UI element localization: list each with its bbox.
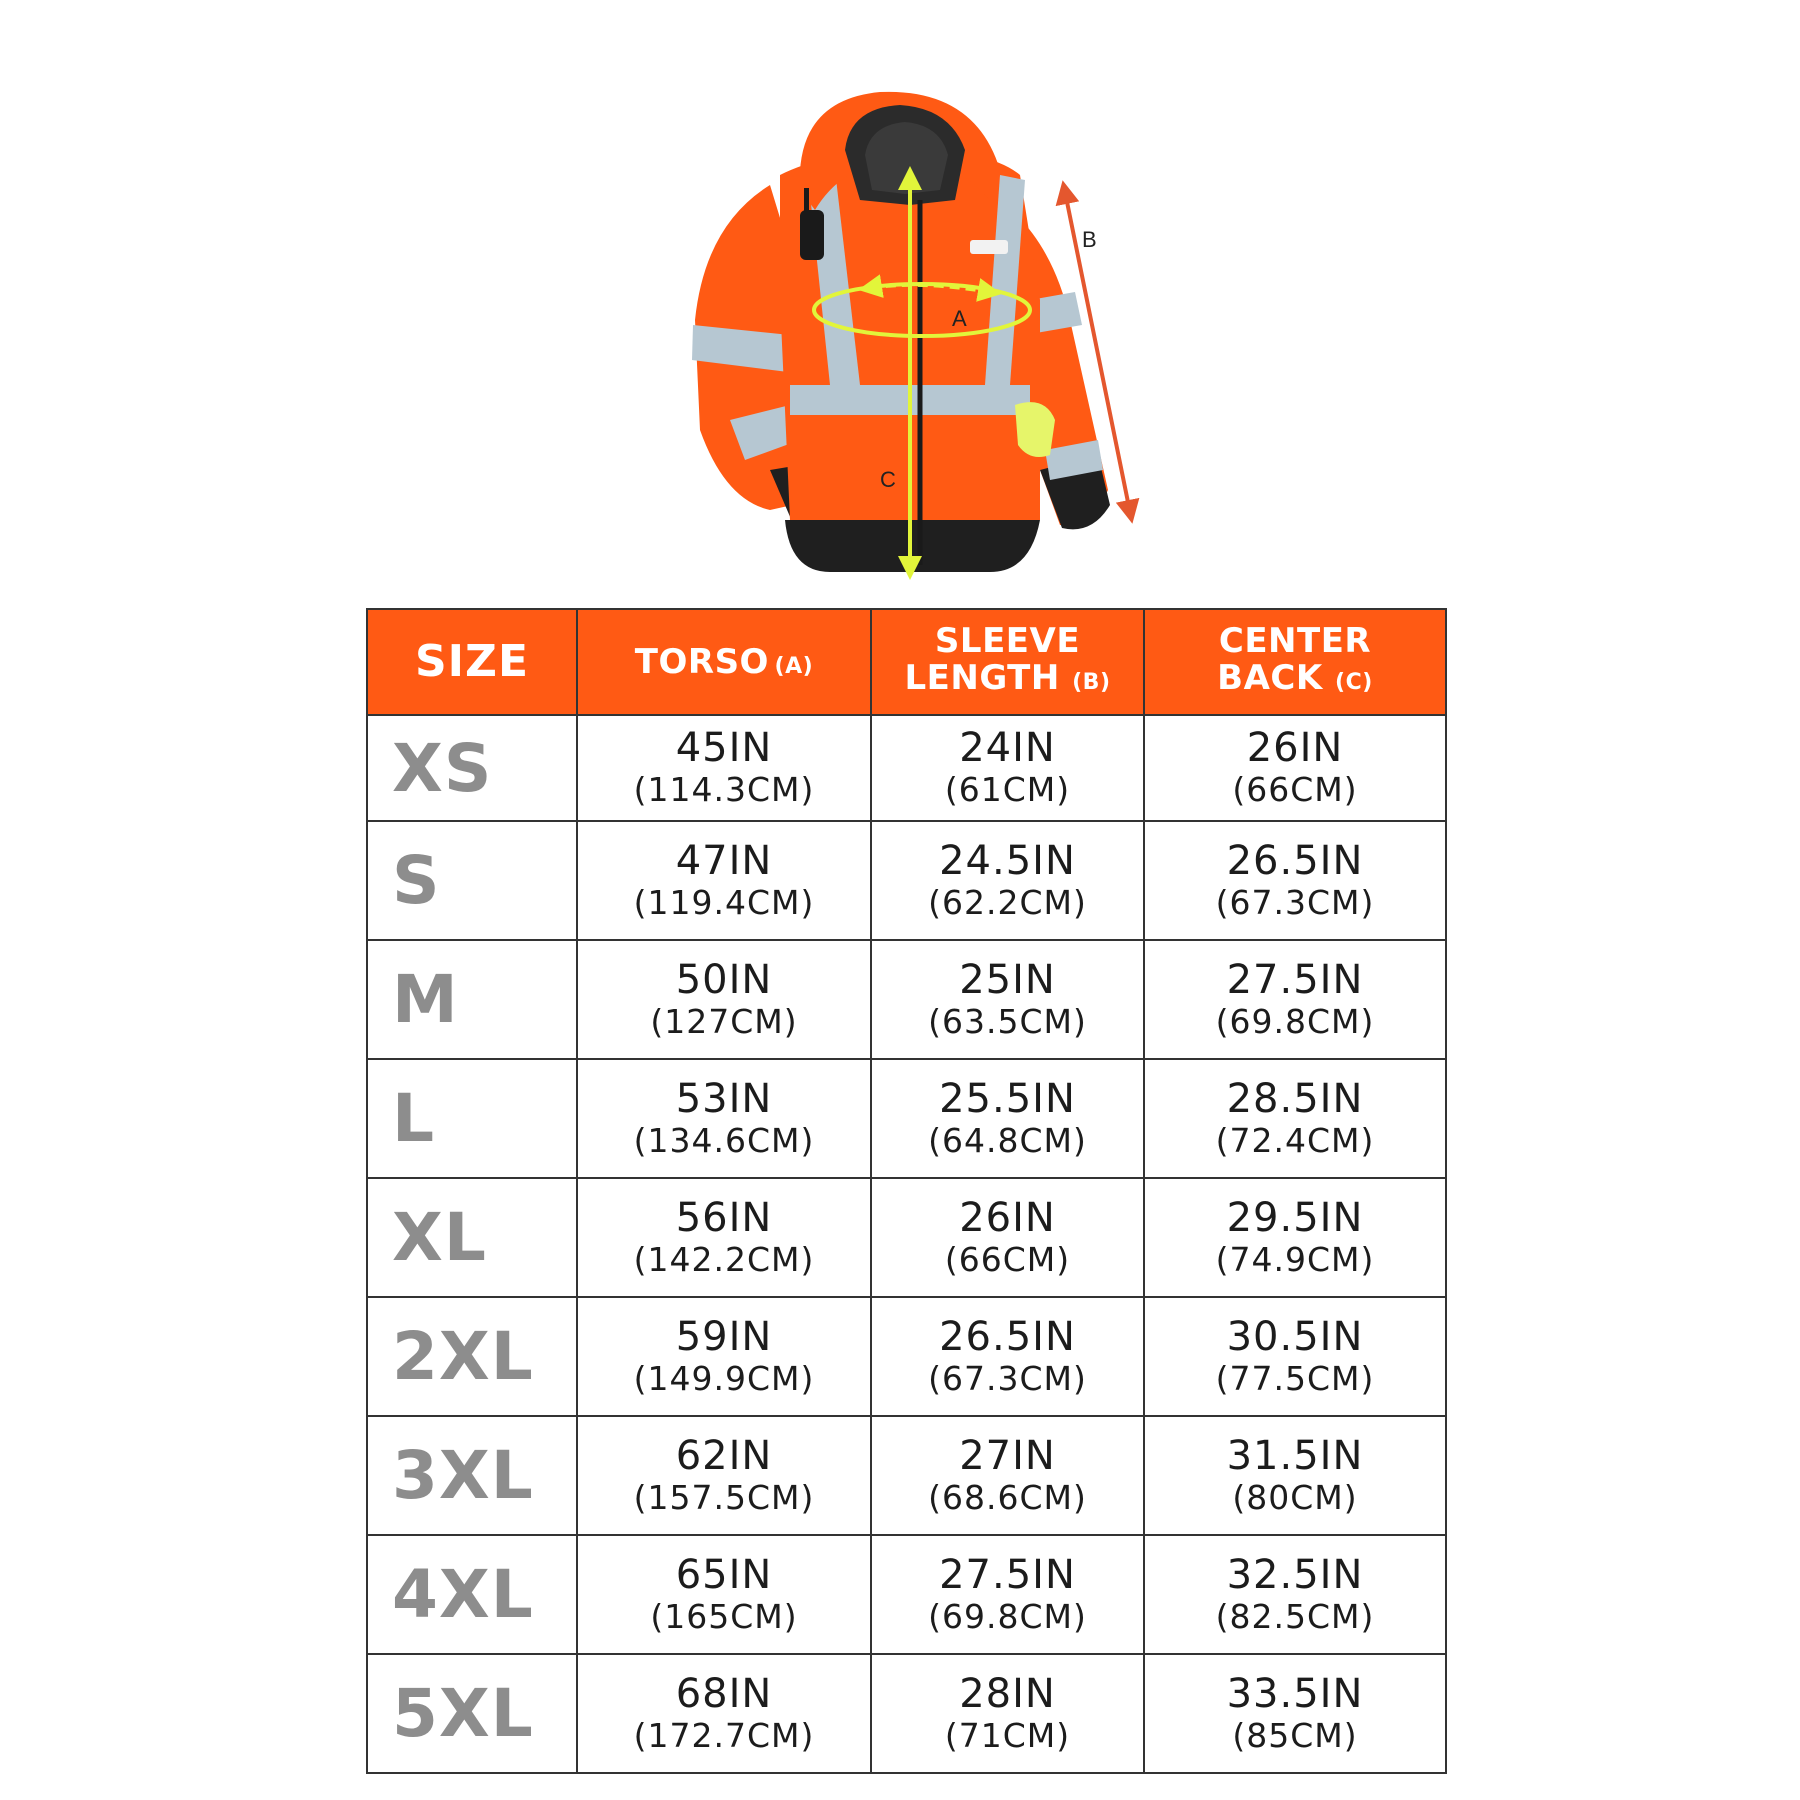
- center-back-inches: 26IN: [1246, 725, 1344, 771]
- size-label: 4XL: [367, 1535, 577, 1654]
- torso-centimeters: (157.5CM): [633, 1477, 815, 1517]
- center-back-cell: [1144, 1654, 1446, 1773]
- torso-inches: 47IN: [675, 837, 773, 884]
- sleeve-length-inches: 27IN: [959, 1432, 1056, 1479]
- size-label: L: [367, 1059, 577, 1178]
- center-back-inches: 28.5IN: [1226, 1075, 1364, 1122]
- torso-cell: [577, 821, 871, 940]
- torso-centimeters: (165CM): [650, 1596, 798, 1636]
- header-back-line2: BACK: [1217, 658, 1323, 698]
- sleeve-length-inches: 27.5IN: [939, 1551, 1076, 1598]
- header-torso: [577, 609, 871, 715]
- center-back-centimeters: (69.8CM): [1215, 1001, 1375, 1041]
- sleeve-length-centimeters: (67.3CM): [928, 1358, 1087, 1398]
- torso-cell: [577, 1297, 871, 1416]
- header-size-label: SIZE: [414, 636, 530, 687]
- sleeve-length-inches: 28IN: [959, 1670, 1056, 1717]
- torso-centimeters: (149.9CM): [633, 1358, 815, 1398]
- label-c: C: [880, 467, 896, 492]
- size-label: 2XL: [367, 1297, 577, 1416]
- jacket-illustration: [692, 92, 1110, 572]
- header-sleeve-tag: (B): [1072, 670, 1111, 695]
- torso-cell: [577, 1535, 871, 1654]
- sleeve-length-cell: [871, 1059, 1144, 1178]
- center-back-cell: [1144, 715, 1446, 821]
- torso-inches: 45IN: [675, 725, 773, 771]
- sleeve-length-centimeters: (68.6CM): [928, 1477, 1087, 1517]
- sleeve-length-cell: [871, 821, 1144, 940]
- torso-cell: [577, 1416, 871, 1535]
- sleeve-length-centimeters: (61CM): [944, 770, 1071, 809]
- table-row: [367, 940, 1446, 1059]
- table-row: [367, 821, 1446, 940]
- sleeve-length-inches: 26IN: [959, 1194, 1056, 1241]
- torso-cell: [577, 1059, 871, 1178]
- center-back-inches: 33.5IN: [1226, 1670, 1364, 1717]
- center-back-centimeters: (85CM): [1232, 1715, 1358, 1755]
- center-back-cell: [1144, 1178, 1446, 1297]
- center-back-centimeters: (66CM): [1232, 770, 1358, 809]
- center-back-centimeters: (82.5CM): [1215, 1596, 1375, 1636]
- torso-inches: 50IN: [675, 956, 773, 1003]
- radio-icon: [800, 210, 824, 260]
- size-label: 3XL: [367, 1416, 577, 1535]
- header-sleeve-line2: LENGTH: [904, 658, 1060, 698]
- torso-cell: [577, 715, 871, 821]
- torso-inches: 62IN: [675, 1432, 773, 1479]
- sleeve-length-centimeters: (71CM): [944, 1715, 1071, 1755]
- torso-centimeters: (127CM): [650, 1001, 798, 1041]
- label-b: B: [1082, 227, 1097, 252]
- sleeve-length-inches: 25.5IN: [939, 1075, 1076, 1122]
- center-back-cell: [1144, 1059, 1446, 1178]
- center-back-centimeters: (77.5CM): [1215, 1358, 1375, 1398]
- sleeve-length-centimeters: (62.2CM): [928, 882, 1087, 922]
- header-back-tag: (C): [1335, 670, 1373, 695]
- jacket-hem: [785, 520, 1040, 572]
- sleeve-length-inches: 24IN: [959, 725, 1056, 771]
- jacket-measurement-figure: [0, 0, 1800, 590]
- sleeve-length-centimeters: (63.5CM): [928, 1001, 1087, 1041]
- header-back-line1: CENTER: [1218, 621, 1372, 661]
- table-row: [367, 1535, 1446, 1654]
- torso-inches: 65IN: [675, 1551, 773, 1598]
- table-row: [367, 1416, 1446, 1535]
- sleeve-length-inches: 26.5IN: [939, 1313, 1076, 1360]
- size-label: S: [367, 821, 577, 940]
- sleeve-length-inches: 25IN: [959, 956, 1056, 1003]
- header-size: [367, 609, 577, 715]
- torso-cell: [577, 1654, 871, 1773]
- table-row: [367, 1297, 1446, 1416]
- center-back-cell: [1144, 1416, 1446, 1535]
- center-back-cell: [1144, 821, 1446, 940]
- center-back-centimeters: (67.3CM): [1215, 882, 1375, 922]
- sleeve-length-centimeters: (66CM): [944, 1239, 1071, 1279]
- center-back-cell: [1144, 1297, 1446, 1416]
- center-back-inches: 31.5IN: [1226, 1432, 1364, 1479]
- center-back-centimeters: (72.4CM): [1215, 1120, 1375, 1160]
- size-label: XS: [367, 715, 577, 821]
- center-back-inches: 29.5IN: [1226, 1194, 1364, 1241]
- torso-centimeters: (172.7CM): [633, 1715, 815, 1755]
- torso-centimeters: (134.6CM): [633, 1120, 815, 1160]
- radio-antenna-icon: [804, 188, 809, 212]
- sleeve-length-inches: 24.5IN: [939, 837, 1076, 884]
- torso-cell: [577, 940, 871, 1059]
- sleeve-length-centimeters: (69.8CM): [928, 1596, 1087, 1636]
- center-back-centimeters: (80CM): [1232, 1477, 1358, 1517]
- label-a: A: [952, 306, 967, 331]
- sleeve-length-cell: [871, 1416, 1144, 1535]
- center-back-centimeters: (74.9CM): [1215, 1239, 1375, 1279]
- torso-inches: 59IN: [675, 1313, 773, 1360]
- size-label: M: [367, 940, 577, 1059]
- table-row: [367, 1178, 1446, 1297]
- header-torso-label: TORSO: [634, 641, 769, 682]
- center-back-cell: [1144, 1535, 1446, 1654]
- size-label: XL: [367, 1178, 577, 1297]
- table-row: [367, 1059, 1446, 1178]
- table-row: [367, 1654, 1446, 1773]
- torso-inches: 53IN: [675, 1075, 773, 1122]
- size-chart-table: [366, 608, 1447, 1774]
- table-header-row: [367, 609, 1446, 715]
- sleeve-length-cell: [871, 1654, 1144, 1773]
- center-back-inches: 27.5IN: [1226, 956, 1364, 1003]
- torso-inches: 68IN: [675, 1670, 773, 1717]
- sleeve-length-centimeters: (64.8CM): [928, 1120, 1087, 1160]
- center-back-cell: [1144, 940, 1446, 1059]
- header-center-back: [1144, 609, 1446, 715]
- sleeve-length-cell: [871, 1535, 1144, 1654]
- torso-cell: [577, 1178, 871, 1297]
- center-back-inches: 32.5IN: [1226, 1551, 1364, 1598]
- torso-centimeters: (119.4CM): [633, 882, 815, 922]
- sleeve-length-cell: [871, 1178, 1144, 1297]
- sleeve-length-cell: [871, 715, 1144, 821]
- torso-inches: 56IN: [675, 1194, 773, 1241]
- chest-badge: [970, 240, 1008, 254]
- center-back-inches: 30.5IN: [1226, 1313, 1364, 1360]
- header-torso-tag: (A): [774, 653, 814, 679]
- torso-centimeters: (142.2CM): [633, 1239, 815, 1279]
- header-sleeve: [871, 609, 1144, 715]
- table-row: [367, 715, 1446, 821]
- sleeve-length-cell: [871, 1297, 1144, 1416]
- center-back-inches: 26.5IN: [1226, 837, 1364, 884]
- header-sleeve-line1: SLEEVE: [934, 621, 1081, 661]
- sleeve-length-cell: [871, 940, 1144, 1059]
- size-label: 5XL: [367, 1654, 577, 1773]
- torso-centimeters: (114.3CM): [633, 770, 815, 809]
